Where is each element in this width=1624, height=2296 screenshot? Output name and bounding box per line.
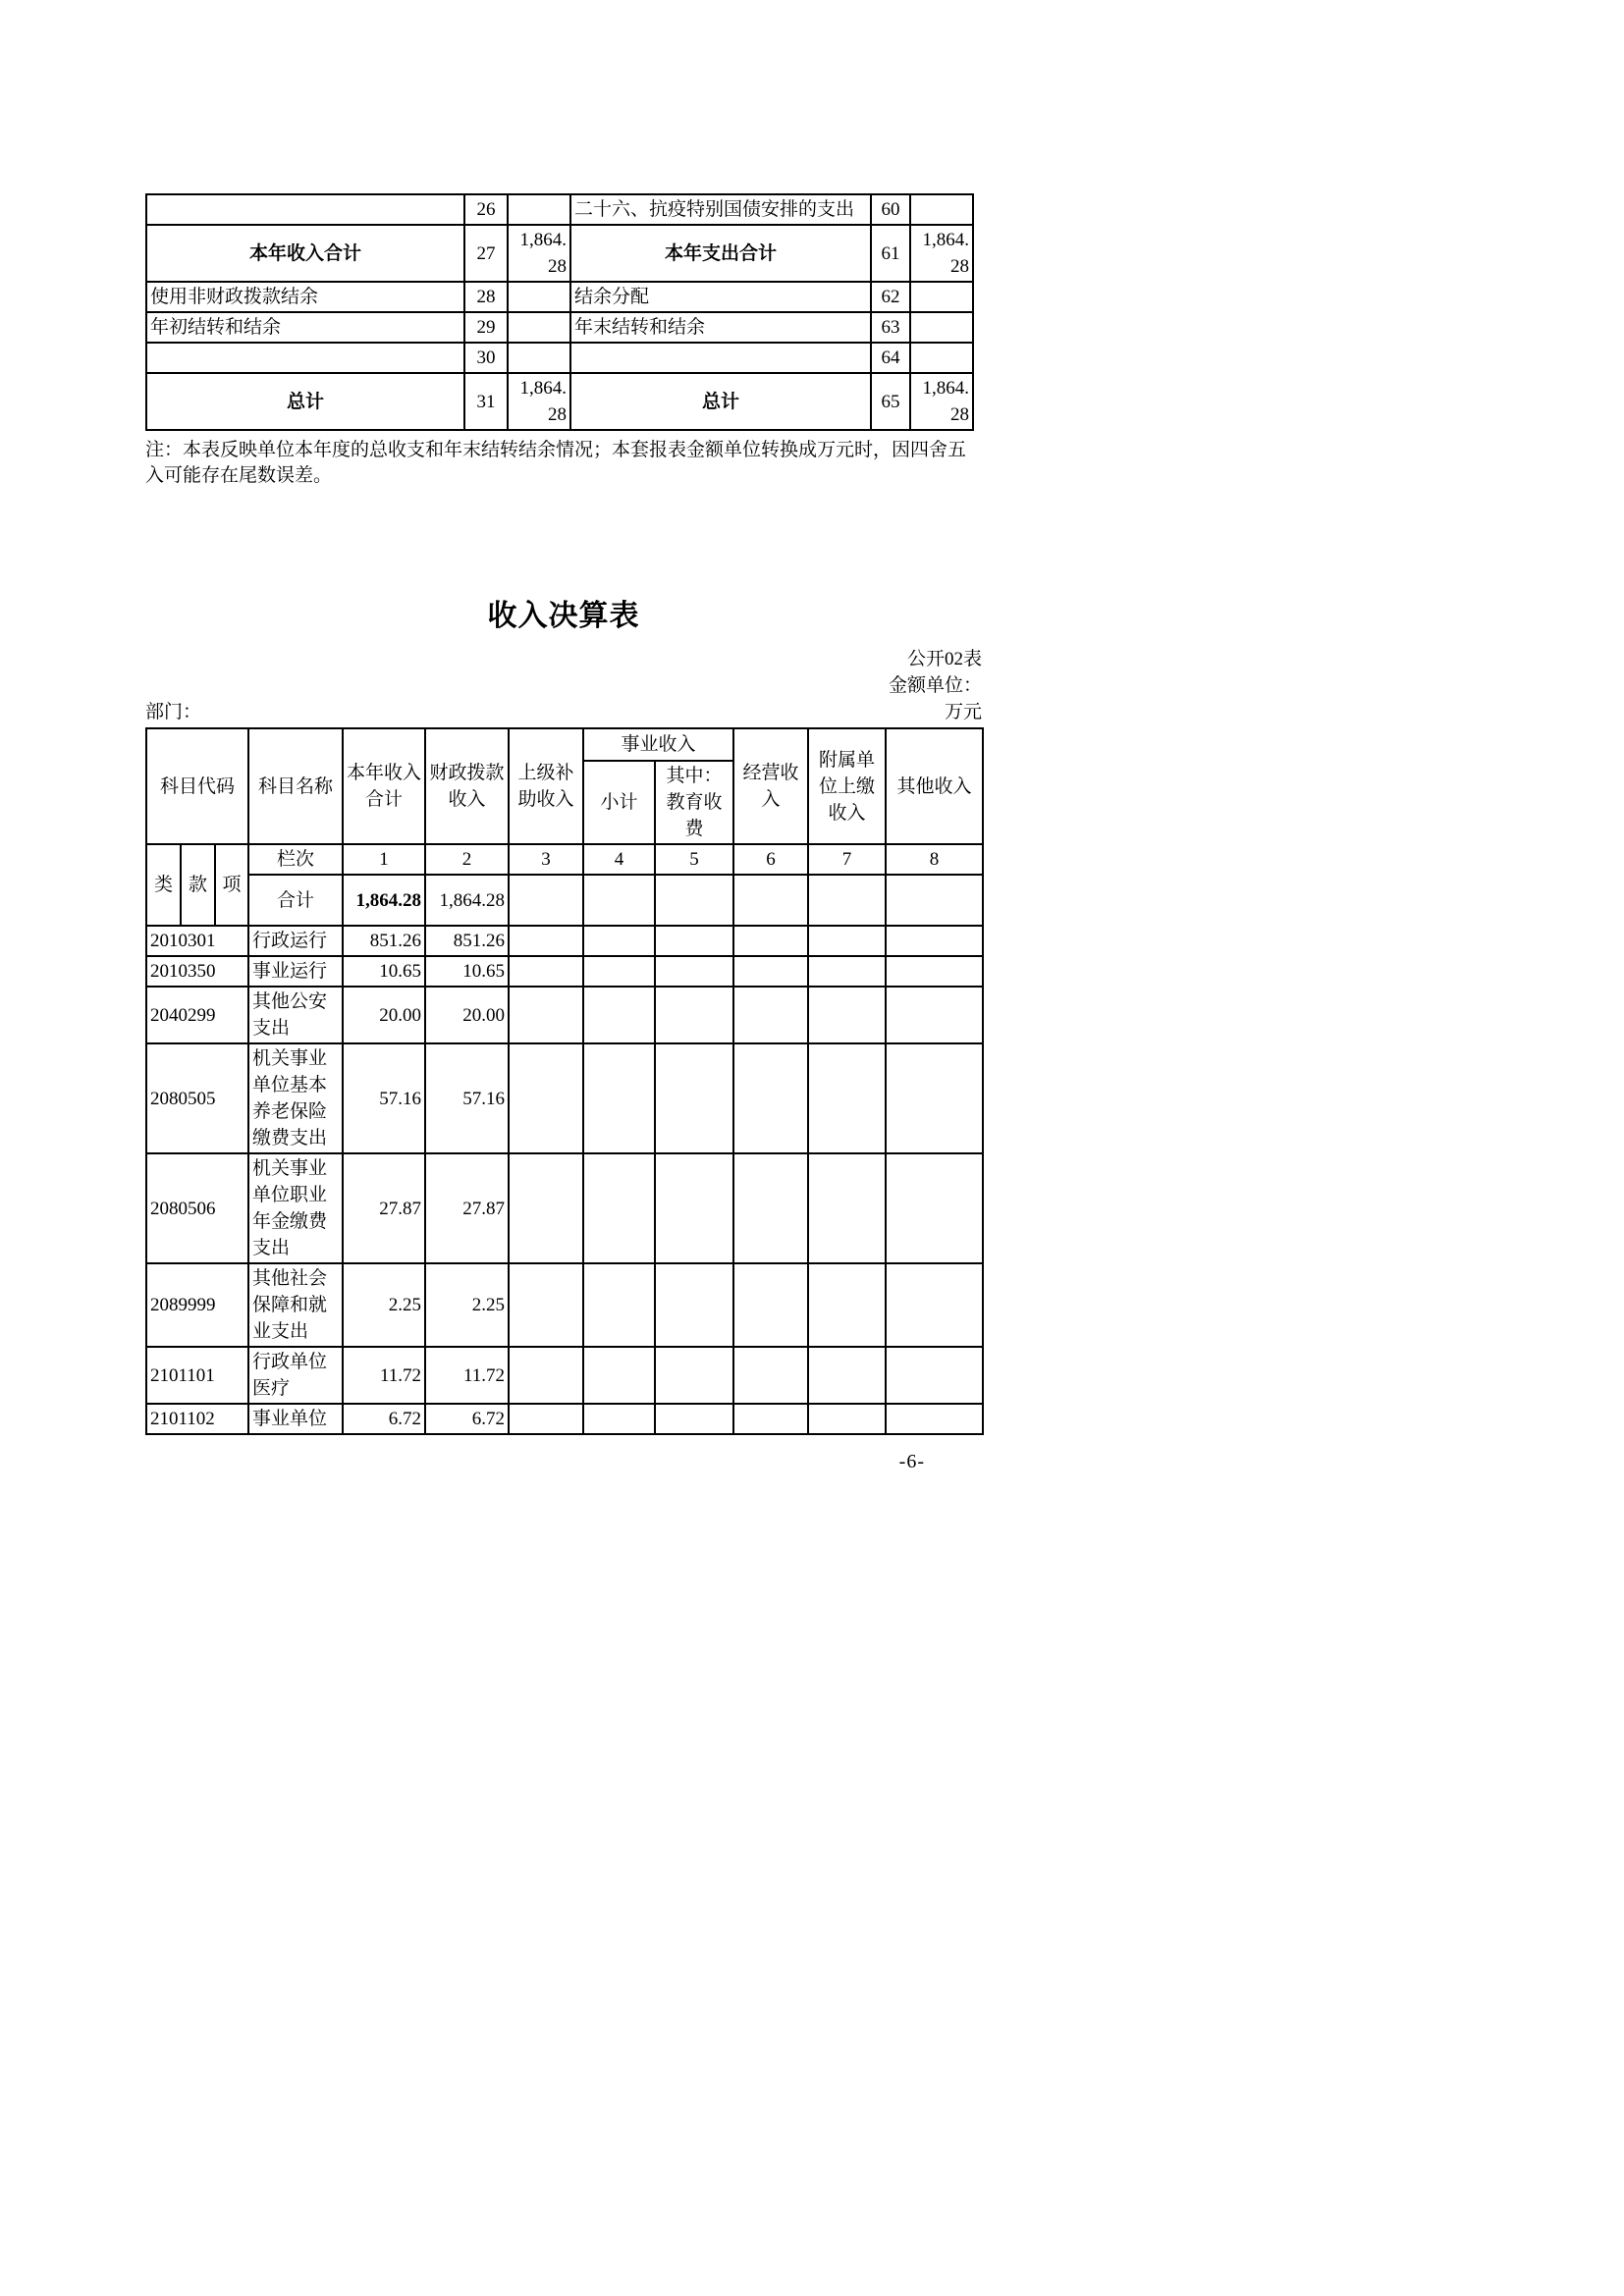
left-amount: 1,864.28 (508, 225, 570, 282)
empty-cell (886, 1404, 983, 1434)
table-note: 注：本表反映单位本年度的总收支和年末结转结余情况；本套报表金额单位转换成万元时，因四舍五入可能存在尾数误差。 (145, 440, 967, 486)
column-number: 2 (425, 844, 509, 875)
table-row (146, 343, 973, 373)
left-line-no: 26 (464, 194, 508, 225)
header-col-item: 项 (215, 844, 248, 926)
empty-cell (509, 1404, 583, 1434)
unit-caption: 金额单位： (888, 675, 982, 696)
left-line-no: 27 (464, 225, 508, 282)
column-number: 7 (808, 844, 886, 875)
total-income-value: 57.16 (343, 1043, 425, 1153)
page-content (145, 193, 982, 1473)
summary-table (145, 193, 974, 431)
total-income-value: 1,864.28 (343, 875, 425, 926)
empty-cell (808, 1347, 886, 1404)
table-row (146, 194, 973, 225)
header-subtotal: 小计 (583, 761, 655, 844)
empty-cell (583, 987, 655, 1043)
table-row (146, 1153, 983, 1263)
empty-cell (655, 1404, 733, 1434)
table-row (146, 987, 983, 1043)
fiscal-income-value: 57.16 (425, 1043, 509, 1153)
subject-code: 2080506 (146, 1153, 248, 1263)
fiscal-income-value: 1,864.28 (425, 875, 509, 926)
empty-cell (583, 875, 655, 926)
left-amount: 1,864.28 (508, 373, 570, 430)
subject-name: 其他社会保障和就业支出 (248, 1263, 343, 1347)
header-subject-code: 科目代码 (146, 728, 248, 844)
empty-cell (808, 956, 886, 987)
empty-cell (655, 926, 733, 956)
right-line-no: 60 (871, 194, 910, 225)
total-income-value: 851.26 (343, 926, 425, 956)
empty-cell (509, 875, 583, 926)
subject-code: 2080505 (146, 1043, 248, 1153)
subject-code: 2010350 (146, 956, 248, 987)
empty-cell (886, 1153, 983, 1263)
empty-cell (733, 875, 808, 926)
empty-cell (886, 1043, 983, 1153)
table-row (146, 1347, 983, 1404)
empty-cell (509, 1153, 583, 1263)
right-line-no: 61 (871, 225, 910, 282)
left-line-no: 30 (464, 343, 508, 373)
right-amount (910, 194, 973, 225)
column-index-row (146, 844, 983, 875)
table-row (146, 225, 973, 282)
empty-cell (733, 1404, 808, 1434)
empty-cell (655, 1043, 733, 1153)
right-amount (910, 343, 973, 373)
empty-cell (509, 1347, 583, 1404)
right-line-no: 63 (871, 312, 910, 343)
fiscal-income-value: 2.25 (425, 1263, 509, 1347)
left-amount (508, 343, 570, 373)
fiscal-income-value: 851.26 (425, 926, 509, 956)
fiscal-income-value: 10.65 (425, 956, 509, 987)
left-amount (508, 194, 570, 225)
subject-name: 其他公安支出 (248, 987, 343, 1043)
empty-cell (886, 1347, 983, 1404)
left-amount (508, 312, 570, 343)
totals-label: 合计 (248, 875, 343, 926)
left-item-label: 年初结转和结余 (146, 312, 464, 343)
right-item-label (570, 343, 871, 373)
empty-cell (509, 1263, 583, 1347)
empty-cell (733, 1263, 808, 1347)
unit-value: 万元 (944, 702, 982, 722)
empty-cell (808, 1153, 886, 1263)
table-row (146, 956, 983, 987)
right-line-no: 65 (871, 373, 910, 430)
empty-cell (655, 1153, 733, 1263)
income-table (145, 727, 984, 1435)
subject-code: 2010301 (146, 926, 248, 956)
subject-name: 事业单位 (248, 1404, 343, 1434)
header-business-income: 事业收入 (583, 728, 733, 761)
right-item-label: 本年支出合计 (570, 225, 871, 282)
dept-row (145, 699, 982, 725)
table-row (146, 1263, 983, 1347)
table-row (146, 1404, 983, 1434)
page-title: 收入决算表 (487, 600, 640, 632)
table-row (146, 926, 983, 956)
empty-cell (509, 1043, 583, 1153)
subject-name: 机关事业单位职业年金缴费支出 (248, 1153, 343, 1263)
subject-code: 2040299 (146, 987, 248, 1043)
column-number: 4 (583, 844, 655, 875)
left-line-no: 31 (464, 373, 508, 430)
subject-name: 行政单位医疗 (248, 1347, 343, 1404)
header-col-class: 类 (146, 844, 181, 926)
table-row (146, 1043, 983, 1153)
left-item-label: 总计 (146, 373, 464, 430)
empty-cell (655, 1347, 733, 1404)
header-subject-name: 科目名称 (248, 728, 343, 844)
empty-cell (733, 926, 808, 956)
empty-cell (808, 926, 886, 956)
header-total-income: 本年收入合计 (343, 728, 425, 844)
empty-cell (655, 987, 733, 1043)
header-other-income: 其他收入 (886, 728, 983, 844)
empty-cell (583, 1043, 655, 1153)
subject-name: 事业运行 (248, 956, 343, 987)
empty-cell (583, 1347, 655, 1404)
total-income-value: 10.65 (343, 956, 425, 987)
right-amount (910, 282, 973, 312)
column-index-label: 栏次 (248, 844, 343, 875)
empty-cell (655, 1263, 733, 1347)
right-amount (910, 312, 973, 343)
empty-cell (808, 1263, 886, 1347)
header-col-section: 款 (181, 844, 215, 926)
empty-cell (583, 1263, 655, 1347)
column-number: 3 (509, 844, 583, 875)
totals-row (146, 875, 983, 926)
header-fiscal-income: 财政拨款收入 (425, 728, 509, 844)
empty-cell (808, 1043, 886, 1153)
subject-name: 机关事业单位基本养老保险缴费支出 (248, 1043, 343, 1153)
empty-cell (509, 926, 583, 956)
table-row (146, 373, 973, 430)
fiscal-income-value: 11.72 (425, 1347, 509, 1404)
header-affiliated-income: 附属单位上缴收入 (808, 728, 886, 844)
empty-cell (655, 875, 733, 926)
empty-cell (886, 875, 983, 926)
subject-name: 行政运行 (248, 926, 343, 956)
left-item-label: 使用非财政拨款结余 (146, 282, 464, 312)
empty-cell (733, 987, 808, 1043)
empty-cell (583, 1404, 655, 1434)
subject-code: 2089999 (146, 1263, 248, 1347)
left-item-label: 本年收入合计 (146, 225, 464, 282)
right-line-no: 62 (871, 282, 910, 312)
subject-code: 2101102 (146, 1404, 248, 1434)
fiscal-income-value: 20.00 (425, 987, 509, 1043)
column-number: 6 (733, 844, 808, 875)
page-number: -6- (898, 1451, 925, 1472)
fiscal-income-value: 27.87 (425, 1153, 509, 1263)
left-amount (508, 282, 570, 312)
empty-cell (733, 956, 808, 987)
header-education-fee: 其中：教育收费 (655, 761, 733, 844)
left-line-no: 29 (464, 312, 508, 343)
subject-code: 2101101 (146, 1347, 248, 1404)
right-amount: 1,864.28 (910, 225, 973, 282)
empty-cell (886, 956, 983, 987)
column-number: 8 (886, 844, 983, 875)
total-income-value: 11.72 (343, 1347, 425, 1404)
left-item-label (146, 194, 464, 225)
total-income-value: 2.25 (343, 1263, 425, 1347)
right-line-no: 64 (871, 343, 910, 373)
total-income-value: 6.72 (343, 1404, 425, 1434)
total-income-value: 20.00 (343, 987, 425, 1043)
left-line-no: 28 (464, 282, 508, 312)
empty-cell (583, 926, 655, 956)
empty-cell (509, 987, 583, 1043)
right-item-label: 结余分配 (570, 282, 871, 312)
right-amount: 1,864.28 (910, 373, 973, 430)
header-superior-subsidy: 上级补助收入 (509, 728, 583, 844)
header-row (146, 728, 983, 761)
empty-cell (733, 1043, 808, 1153)
right-item-label: 二十六、抗疫特别国债安排的支出 (570, 194, 871, 225)
empty-cell (509, 956, 583, 987)
empty-cell (808, 875, 886, 926)
left-item-label (146, 343, 464, 373)
right-item-label: 总计 (570, 373, 871, 430)
total-income-value: 27.87 (343, 1153, 425, 1263)
table-row (146, 312, 973, 343)
dept-label: 部门： (145, 702, 202, 722)
header-operating-income: 经营收入 (733, 728, 808, 844)
empty-cell (733, 1347, 808, 1404)
column-number: 5 (655, 844, 733, 875)
doc-label: 公开02表 (906, 649, 982, 669)
fiscal-income-value: 6.72 (425, 1404, 509, 1434)
empty-cell (886, 987, 983, 1043)
empty-cell (886, 1263, 983, 1347)
right-item-label: 年末结转和结余 (570, 312, 871, 343)
empty-cell (886, 926, 983, 956)
column-number: 1 (343, 844, 425, 875)
empty-cell (808, 1404, 886, 1434)
empty-cell (655, 956, 733, 987)
table-row (146, 282, 973, 312)
empty-cell (733, 1153, 808, 1263)
empty-cell (583, 956, 655, 987)
empty-cell (808, 987, 886, 1043)
empty-cell (583, 1153, 655, 1263)
